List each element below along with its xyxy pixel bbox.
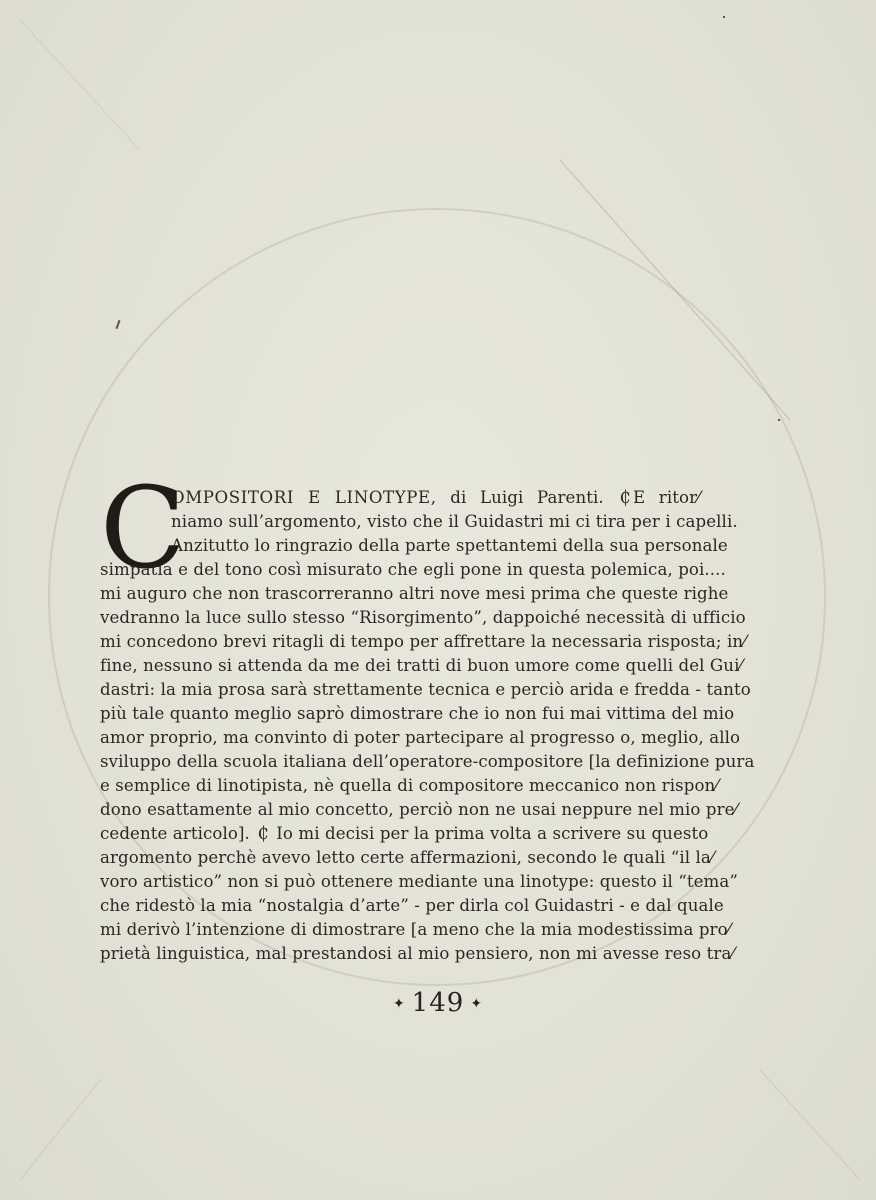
- article-line: fine, nessuno si attenda da me dei tratti di buon umore come quelli del Gui⁄: [100, 656, 743, 675]
- article-line-1: [171, 486, 700, 510]
- paragraph-mark: ₵: [257, 823, 269, 844]
- article-line: Anzitutto lo ringrazio della parte spettantemi della sua personale: [171, 536, 728, 555]
- folio-ornament-left: ✦: [392, 996, 406, 1012]
- first-line-rest: E ritor: [632, 488, 698, 507]
- article-line: simpatia e del tono così misurato che egli pone in questa polemica, poi....: [100, 560, 726, 579]
- drop-cap: C: [100, 464, 186, 594]
- article-line: cedente articolo]. ₵ Io mi decisi per la prima volta a scrivere su questo: [100, 823, 709, 844]
- article-line: vedranno la luce sullo stesso “Risorgimento”, dappoiché necessità di ufficio: [100, 608, 746, 627]
- article-line: prietà linguistica, mal prestandosi al mio pensiero, non mi avesse reso tra⁄: [100, 944, 735, 963]
- folio-ornament-right: ✦: [470, 996, 484, 1012]
- paragraph-mark: ₵: [619, 487, 631, 508]
- article-line: che ridestò la mia “nostalgia d’arte” - per dirla col Guidastri - e dal quale: [100, 896, 724, 915]
- hyphen-mark: ⁄: [697, 488, 701, 507]
- article-heading: OMPOSITORI E LINOTYPE,: [171, 488, 437, 507]
- ink-speck: [723, 16, 725, 18]
- article-author: di Luigi Parenti.: [450, 488, 604, 507]
- article-line: dono esattamente al mio concetto, perciò non ne usai neppure nel mio pre⁄: [100, 800, 738, 819]
- article-line: più tale quanto meglio saprò dimostrare che io non fui mai vittima del mio: [100, 704, 735, 723]
- article-line: argomento perchè avevo letto certe affermazioni, secondo le quali “il la⁄: [100, 848, 714, 867]
- article-line: niamo sull’argomento, visto che il Guidastri mi ci tira per i capelli.: [171, 512, 738, 531]
- article-line: dastri: la mia prosa sarà strettamente tecnica e perciò arida e fredda - tanto: [100, 680, 751, 699]
- ink-speck: [778, 419, 780, 421]
- article-line: amor proprio, ma convinto di poter partecipare al progresso o, meglio, allo: [100, 728, 741, 747]
- article-line: sviluppo della scuola italiana dell’operatore-compositore [la definizione pura: [100, 752, 755, 771]
- page-number: [0, 988, 876, 1018]
- article-body: [100, 464, 755, 966]
- article-line: e semplice di linotipista, nè quella di compositore meccanico non rispon⁄: [100, 776, 719, 795]
- page-number-value: 149: [411, 988, 465, 1018]
- article-line: voro artistico” non si può ottenere mediante una linotype: questo il “tema”: [100, 872, 738, 891]
- article-line: mi auguro che non trascorreranno altri nove mesi prima che queste righe: [100, 584, 729, 603]
- article-line: mi derivò l’intenzione di dimostrare [a meno che la mia modestissima pro⁄: [100, 920, 731, 939]
- article-line: mi concedono brevi ritagli di tempo per affrettare la necessaria risposta; in⁄: [100, 632, 747, 651]
